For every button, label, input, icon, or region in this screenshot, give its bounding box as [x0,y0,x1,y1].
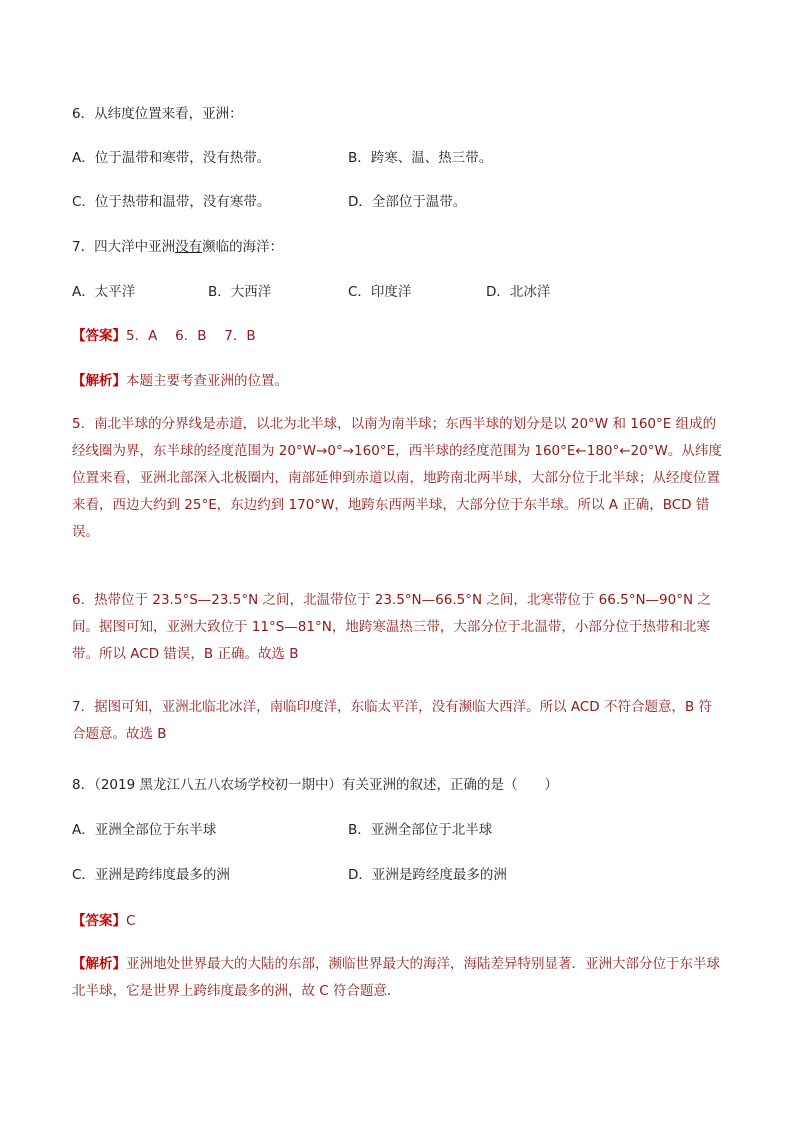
question-8-option-a: A．亚洲全部位于东半球 [72,822,217,838]
question-8-option-c: C．亚洲是跨纬度最多的洲 [72,867,230,883]
question-8-option-b: B．亚洲全部位于北半球 [348,822,493,838]
question-7-stem-post: 濒临的海洋： [202,239,284,255]
answer-text: 5．A 6．B 7．B [126,328,256,344]
question-7-stem-underline: 没有 [175,239,203,255]
question-8-option-d: D．亚洲是跨经度最多的洲 [348,867,507,883]
analysis-text: 亚洲地处世界最大的大陆的东部，濒临世界最大的海洋，海陆差异特别显著．亚洲大部分位于东半球北半球，它是世界上跨纬度最多的洲，故 C 符合题意． [72,956,720,999]
analysis-block-1 [72,373,288,389]
question-7-option-a: A．太平洋 [72,284,136,300]
analysis-tag: 【解析】 [72,373,126,389]
question-7-stem [72,239,283,255]
question-7-stem-pre: 7．四大洋中亚洲 [72,239,176,255]
explanation-6: 6．热带位于 23.5°S—23.5°N 之间，北温带位于 23.5°N—66.5°N 之间，北寒带位于 66.5°N—90°N 之间。据图可知，亚洲大致位于 11°S—81°N，地跨寒温热三带，大部分位于北温带，小部分位于热带和北寒带。所以 ACD 错误，B 正确。故选 B [72,592,711,662]
question-6-option-b: B．跨寒、温、热三带。 [348,150,493,166]
question-8-stem: 8．（2019 黑龙江八五八农场学校初一期中）有关亚洲的叙述，正确的是（ ） [72,777,558,793]
answer-tag: 【答案】 [72,328,126,344]
answer-block-1 [72,328,256,344]
question-6-option-a: A．位于温带和寒带，没有热带。 [72,150,271,166]
answer-text: C [126,913,136,929]
analysis-text: 本题主要考查亚洲的位置。 [126,373,288,389]
question-6-option-d: D．全部位于温带。 [348,194,467,210]
question-6-option-c: C．位于热带和温带，没有寒带。 [72,194,271,210]
question-6-stem: 6．从纬度位置来看，亚洲： [72,106,243,122]
analysis-block-2 [72,951,722,1005]
answer-block-2 [72,913,135,929]
explanation-5: 5．南北半球的分界线是赤道，以北为北半球，以南为南半球；东西半球的划分是以 20°W 和 160°E 组成的经线圈为界，东半球的经度范围为 20°W→0°→160°E，西半球的经度范围为 160°E←180°←20°W。从纬度位置来看，亚洲北部深入北极圈内，南部延伸到赤道以南，地跨南北两半球，大部分位于北半球；从经度位置来看，西边大约到 25°E，东边约到 170°W，地跨东西两半球，大部分位于东半球。所以 A 正确，BCD 错误。 [72,416,722,540]
question-7-option-b: B．大西洋 [208,284,272,300]
analysis-tag: 【解析】 [72,956,126,972]
question-7-option-d: D．北冰洋 [486,284,551,300]
question-7-option-c: C．印度洋 [348,284,412,300]
explanation-7: 7．据图可知，亚洲北临北冰洋，南临印度洋，东临太平洋，没有濒临大西洋。所以 ACD 不符合题意，B 符合题意。故选 B [72,699,713,742]
answer-tag: 【答案】 [72,913,126,929]
